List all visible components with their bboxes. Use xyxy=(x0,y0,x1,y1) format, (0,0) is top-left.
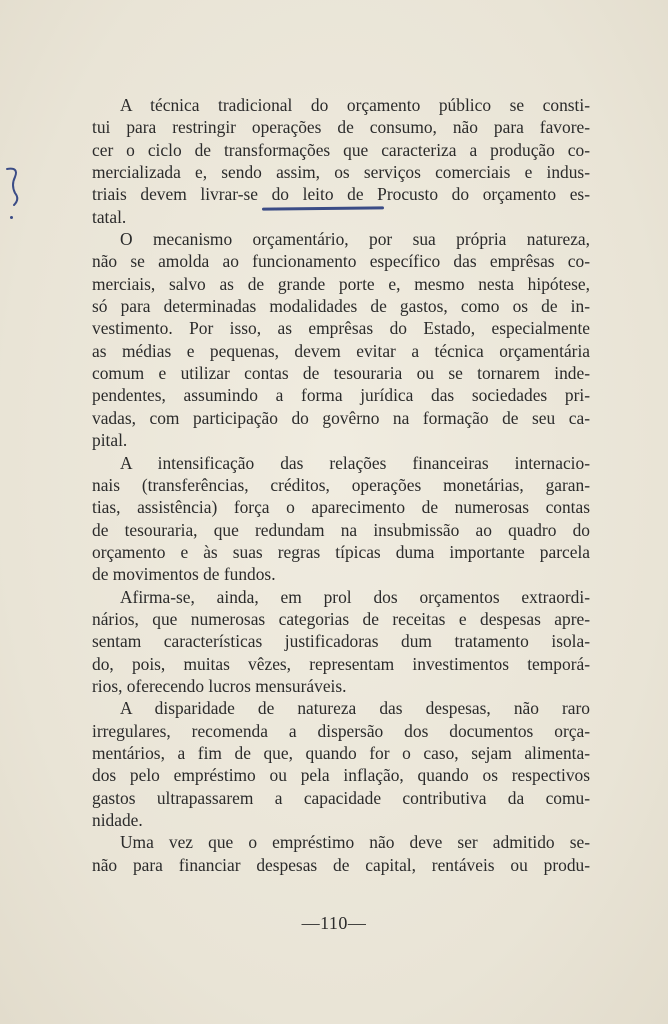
text-line: irregulares, recomenda a dispersão dos documentos orça- xyxy=(92,720,590,741)
paragraph-6 xyxy=(92,831,590,876)
text-line: tias, assistência) força o aparecimento de numerosas contas xyxy=(92,497,590,518)
text-line: tatal. xyxy=(92,206,127,227)
text-line: de movimentos de fundos. xyxy=(92,564,276,585)
text-line: não se amolda ao funcionamento específico das emprêsas co- xyxy=(92,251,590,272)
text-line: O mecanismo orçamentário, por sua própria natureza, xyxy=(120,229,590,250)
text-line: as médias e pequenas, devem evitar a técnica orçamentária xyxy=(92,340,590,361)
text-line: merciais, salvo as de grande porte e, mesmo nesta hipótese, xyxy=(92,273,590,294)
text-line: dos pelo empréstimo ou pela inflação, quando os respectivos xyxy=(92,765,590,786)
text-line: tui para restringir operações de consumo, não para favore- xyxy=(92,117,590,138)
text-line: vestimento. Por isso, as emprêsas do Estado, especialmente xyxy=(92,318,590,339)
text-line: nidade. xyxy=(92,810,143,830)
paragraph-5 xyxy=(92,697,590,831)
text-line: só para determinadas modalidades de gastos, como os de in- xyxy=(92,296,590,317)
text-line: gastos ultrapassarem a capacidade contributiva da comu- xyxy=(92,787,590,808)
text-line: sentam características justificadoras dum tratamento isola- xyxy=(92,631,590,652)
page-number: —110— xyxy=(301,913,367,933)
handwritten-margin-mark xyxy=(2,165,28,225)
text-line: rios, oferecendo lucros mensuráveis. xyxy=(92,675,347,696)
text-line: mentários, a fim de que, quando for o caso, sejam alimenta- xyxy=(92,742,590,763)
paragraph-3 xyxy=(92,452,590,586)
text-line: nais (transferências, créditos, operações monetárias, garan- xyxy=(92,474,590,495)
paragraph-4 xyxy=(92,586,590,698)
text-line: A disparidade de natureza das despesas, não raro xyxy=(120,698,590,719)
text-line: Afirma-se, ainda, em prol dos orçamentos extraordi- xyxy=(120,586,590,607)
text-line: não para financiar despesas de capital, rentáveis ou produ- xyxy=(92,854,590,875)
text-line: nários, que numerosas categorias de receitas e despesas apre- xyxy=(92,608,590,629)
text-line: cer o ciclo de transformações que caracteriza a produção co- xyxy=(92,139,590,160)
text-line: orçamento e às suas regras típicas duma importante parcela xyxy=(92,541,590,562)
body-text xyxy=(92,94,590,876)
text-line: A técnica tradicional do orçamento público se consti- xyxy=(120,95,590,115)
text-line: comum e utilizar contas de tesouraria ou se tornarem inde- xyxy=(92,363,590,384)
text-line: A intensificação das relações financeiras internacio- xyxy=(120,452,590,473)
text-line: do, pois, muitas vêzes, representam investimentos temporá- xyxy=(92,653,590,674)
margin-dot-mark xyxy=(10,216,13,219)
text-line: mercializada e, sendo assim, os serviços comerciais e indus- xyxy=(92,162,590,183)
text-line: triais devem livrar-se do leito de Procusto do orçamento es- xyxy=(92,184,590,205)
text-line: pital. xyxy=(92,430,128,451)
text-line: Uma vez que o empréstimo não deve ser admitido se- xyxy=(120,832,590,853)
paragraph-2 xyxy=(92,228,590,451)
text-line: pendentes, assumindo a forma jurídica das sociedades pri- xyxy=(92,385,590,406)
text-line: vadas, com participação do govêrno na formação de seu ca- xyxy=(92,407,590,428)
text-line: de tesouraria, que redundam na insubmissão ao quadro do xyxy=(92,519,590,540)
